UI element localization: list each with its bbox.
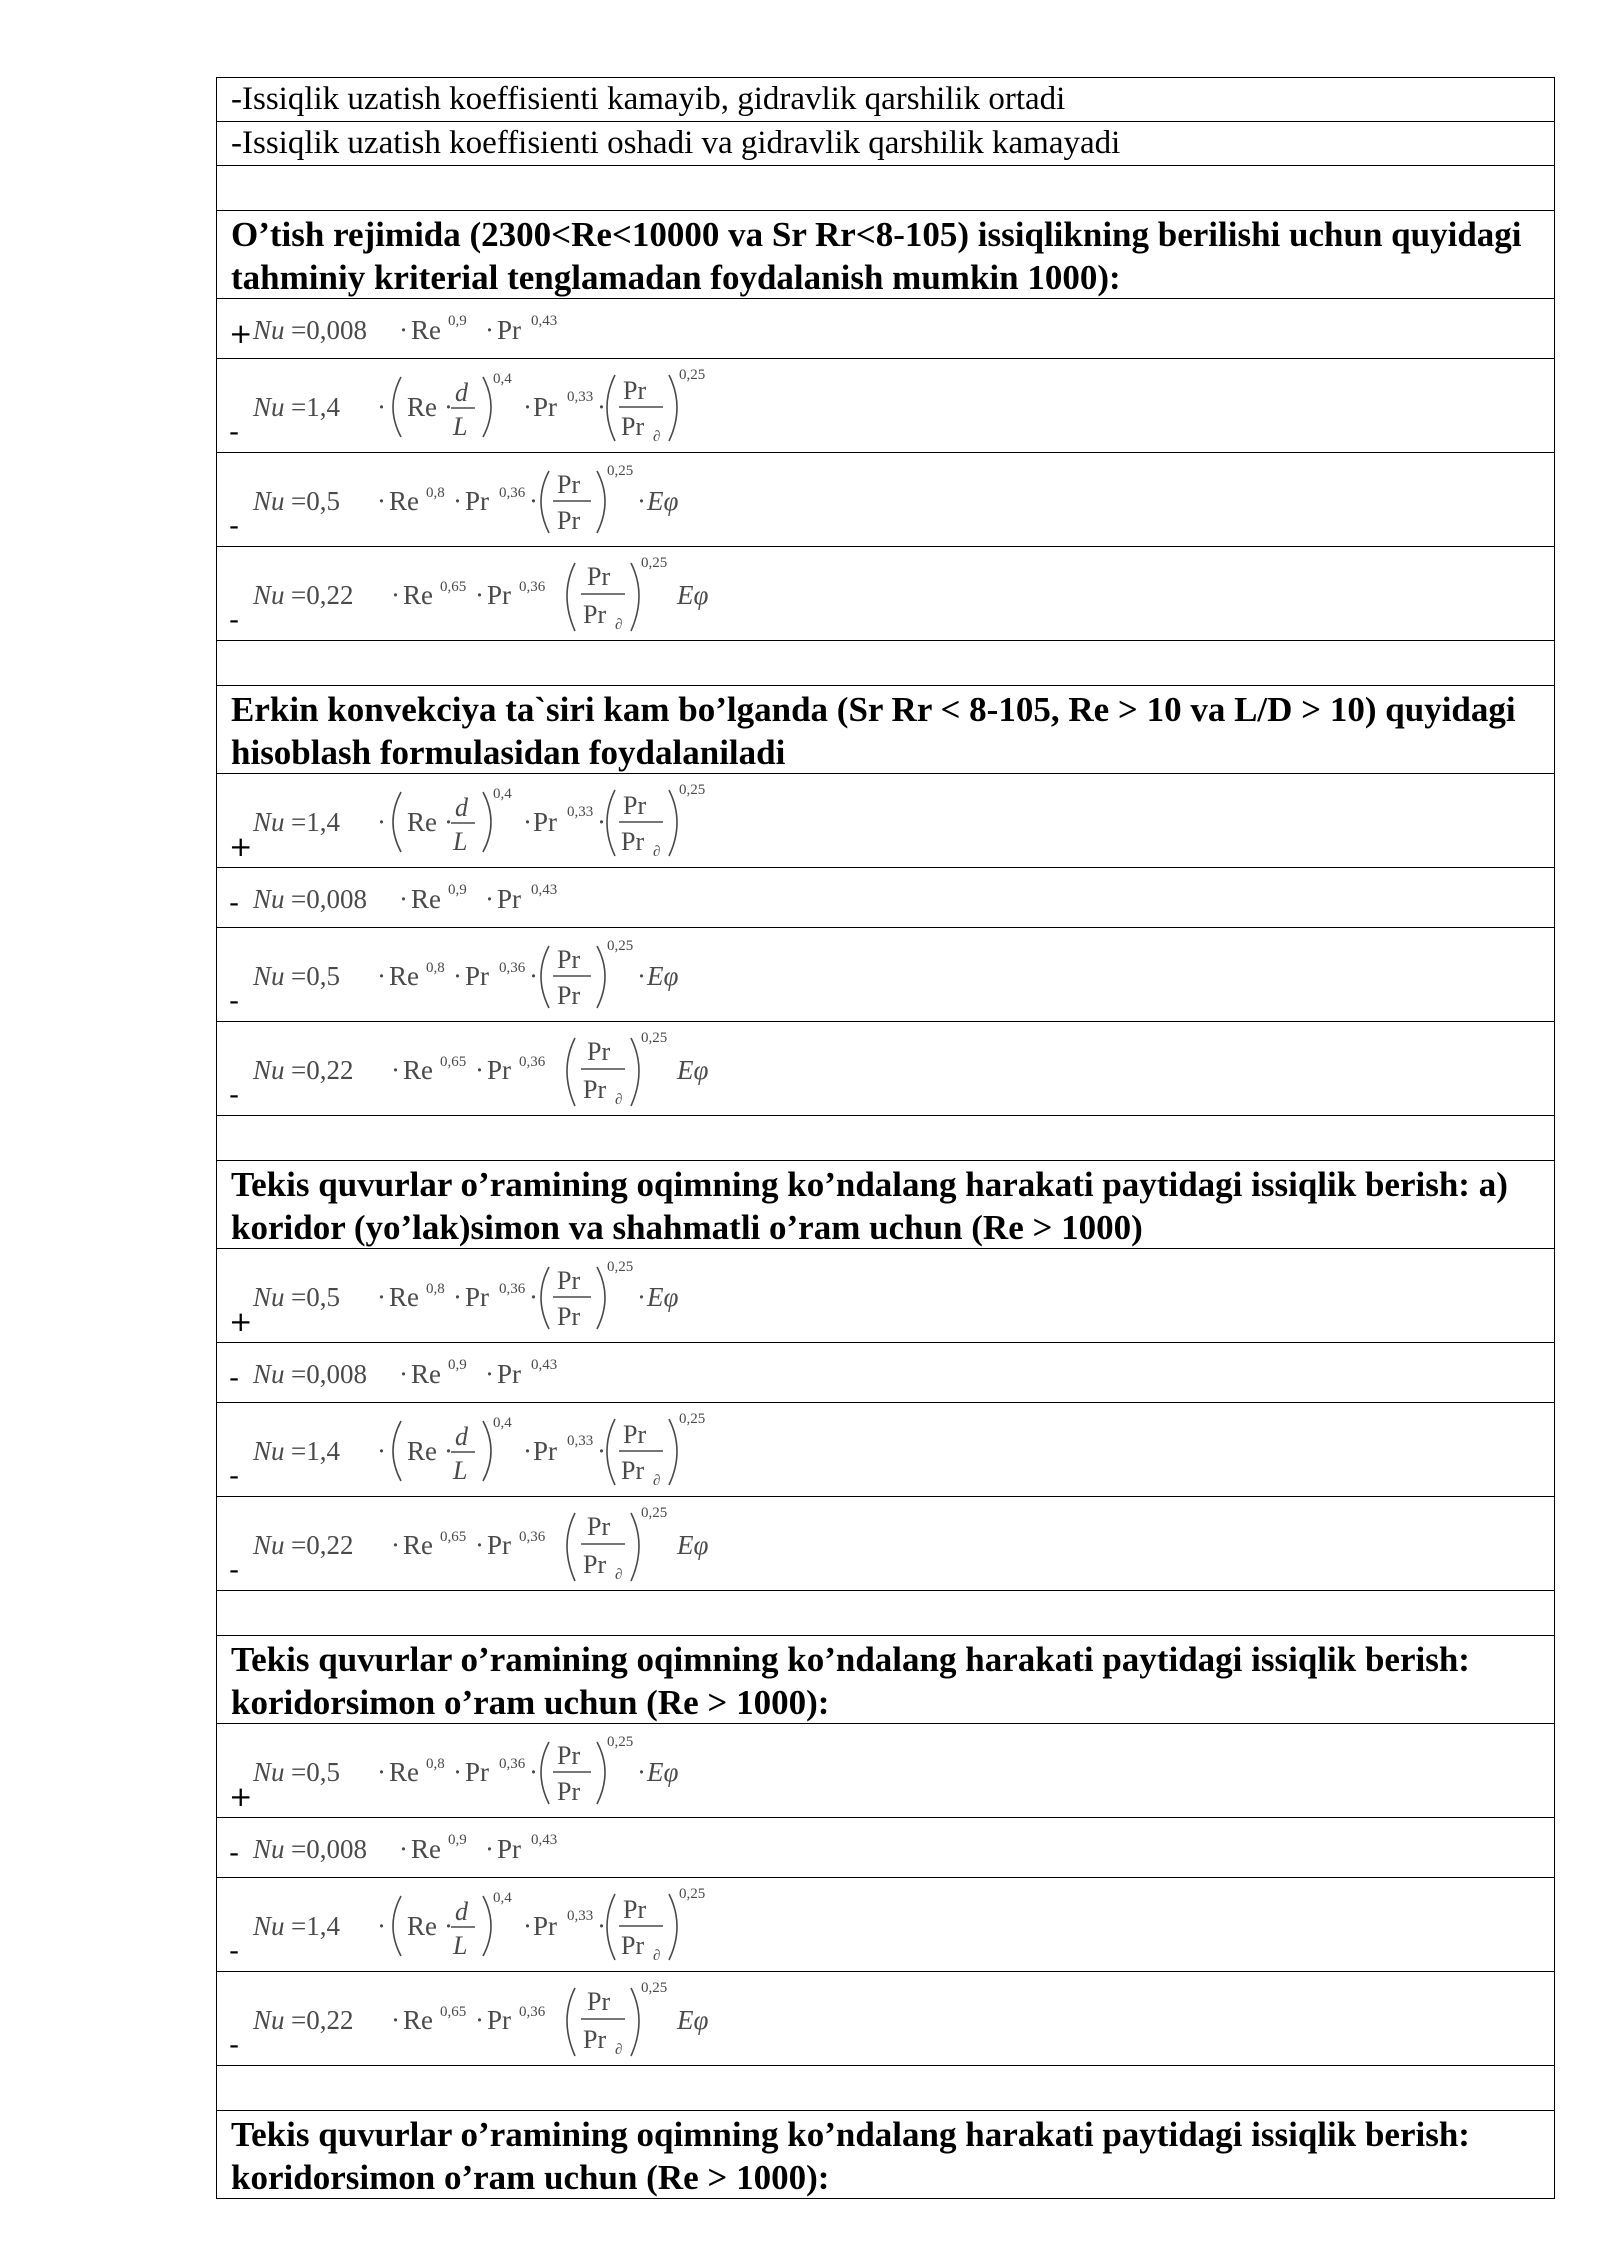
left-paren: [567, 1988, 575, 2056]
re-symbol: Re: [389, 1757, 419, 1787]
e-phi-term: Eφ: [677, 1530, 709, 1560]
equals-coefficient: =0,008: [291, 1834, 367, 1864]
dot-operator: ·: [485, 884, 494, 914]
dot-operator: ·: [475, 1530, 484, 1560]
pr-exponent: 0,36: [519, 1054, 546, 1070]
ratio-numerator: Pr: [623, 1895, 647, 1924]
dot-operator: ·: [475, 1055, 484, 1085]
dot-operator: ·: [475, 580, 484, 610]
formula-nu-0008: [253, 1351, 673, 1391]
fraction-denominator: L: [453, 827, 468, 856]
left-paren: [393, 792, 401, 852]
pr-exponent: 0,33: [567, 389, 594, 405]
answer-option-nu-022[interactable]: [216, 547, 1555, 641]
ratio-exponent: 0,25: [607, 1259, 634, 1275]
question-text: Tekis quvurlar o’ramining oqimning ko’ndalang harakati paytidagi issiqlik berish: koridorsimon o’ram uchun (Re > 1000):: [216, 2111, 1555, 2199]
ratio-subscript: ∂: [615, 617, 623, 633]
answer-option-nu-14[interactable]: [216, 774, 1555, 868]
pr-symbol: Pr: [465, 961, 490, 991]
pr-symbol: Pr: [497, 315, 522, 345]
e-phi-term: Eφ: [677, 2005, 709, 2035]
formula-nu-0008: [253, 1826, 673, 1866]
question-text: Erkin konvekciya ta`siri kam bo’lganda (Sr Rr < 8-105, Re > 10 va L/D > 10) quyidagi hisoblash formulasidan foydalaniladi: [216, 686, 1555, 774]
re-exponent: 0,8: [426, 1281, 445, 1297]
ratio-numerator: Pr: [557, 470, 581, 499]
dot-operator: ·: [529, 1282, 538, 1312]
pr-exponent: 0,33: [567, 804, 594, 820]
ratio-exponent: 0,25: [641, 1505, 668, 1521]
ratio-denominator: Pr: [583, 600, 607, 629]
re-exponent: 0,65: [440, 2004, 467, 2020]
pr-exponent: 0,36: [519, 2004, 546, 2020]
ratio-exponent: 0,25: [679, 1411, 706, 1427]
ratio-numerator: Pr: [623, 376, 647, 405]
equals-coefficient: =0,22: [291, 2005, 354, 2035]
pr-symbol: Pr: [465, 486, 490, 516]
dot-operator: ·: [523, 1911, 532, 1941]
dot-operator: ·: [444, 1436, 453, 1466]
re-symbol: Re: [403, 1530, 433, 1560]
e-phi-term: Eφ: [647, 1757, 679, 1787]
dot-operator: ·: [377, 1436, 386, 1466]
ratio-exponent: 0,25: [679, 1886, 706, 1902]
spacer-row: [216, 641, 1555, 686]
formula-nu-14: [253, 1882, 773, 1968]
ratio-subscript: ∂: [615, 1092, 623, 1108]
re-exponent: 0,9: [448, 1357, 467, 1373]
ratio-denominator: Pr: [557, 1302, 581, 1331]
dot-operator: ·: [597, 807, 606, 837]
fraction-numerator: d: [455, 793, 468, 822]
pr-symbol: Pr: [465, 1282, 490, 1312]
ratio-numerator: Pr: [587, 562, 611, 591]
dot-operator: ·: [637, 961, 646, 991]
question-text: Tekis quvurlar o’ramining oqimning ko’ndalang harakati paytidagi issiqlik berish: koridorsimon o’ram uchun (Re > 1000):: [216, 1636, 1555, 1724]
right-paren: [631, 1038, 639, 1106]
left-paren: [541, 1267, 549, 1329]
dot-operator: ·: [399, 884, 408, 914]
answer-option-nu-14[interactable]: [216, 1403, 1555, 1497]
left-paren: [393, 1421, 401, 1481]
dot-operator: ·: [399, 315, 408, 345]
formula-nu-05: [253, 457, 773, 543]
ratio-exponent: 0,25: [679, 782, 706, 798]
equals-coefficient: =1,4: [291, 1436, 340, 1466]
ratio-numerator: Pr: [557, 1266, 581, 1295]
right-paren: [669, 375, 677, 441]
answer-option-nu-0008[interactable]: [216, 1818, 1555, 1878]
dot-operator: ·: [377, 486, 386, 516]
ratio-subscript: ∂: [615, 2042, 623, 2058]
nu-symbol: Nu: [253, 1282, 285, 1312]
pr-exponent: 0,36: [499, 1756, 526, 1772]
pr-symbol: Pr: [497, 1834, 522, 1864]
left-paren: [393, 1896, 401, 1956]
re-exponent: 0,65: [440, 1529, 467, 1545]
equals-coefficient: =1,4: [291, 392, 340, 422]
dot-operator: ·: [453, 1282, 462, 1312]
nu-symbol: Nu: [253, 392, 285, 422]
re-symbol: Re: [403, 2005, 433, 2035]
ratio-subscript: ∂: [653, 429, 661, 445]
pr-symbol: Pr: [487, 580, 512, 610]
right-paren: [669, 790, 677, 856]
re-symbol: Re: [389, 961, 419, 991]
answer-option-nu-0008[interactable]: [216, 299, 1555, 359]
left-paren: [541, 471, 549, 533]
pr-symbol: Pr: [487, 2005, 512, 2035]
wrong-answer-mark: -: [229, 509, 240, 542]
dot-operator: ·: [523, 392, 532, 422]
pr-symbol: Pr: [487, 1530, 512, 1560]
wrong-answer-mark: -: [229, 886, 240, 919]
wrong-answer-mark: -: [229, 1361, 240, 1394]
nu-symbol: Nu: [253, 315, 285, 345]
e-phi-term: Eφ: [677, 580, 709, 610]
e-phi-term: Eφ: [647, 1282, 679, 1312]
question-text: Tekis quvurlar o’ramining oqimning ko’ndalang harakati paytidagi issiqlik berish: a) koridor (yo’lak)simon va shahmatli o’ram uchun (Re > 1000): [216, 1161, 1555, 1249]
left-paren: [541, 1742, 549, 1804]
dot-operator: ·: [391, 1530, 400, 1560]
fraction-denominator: L: [453, 1456, 468, 1485]
dot-operator: ·: [597, 1911, 606, 1941]
left-paren: [567, 1513, 575, 1581]
right-paren: [669, 1419, 677, 1485]
wrong-answer-mark: -: [229, 1836, 240, 1869]
wrong-answer-mark: -: [229, 2028, 240, 2061]
spacer-row: [216, 1591, 1555, 1636]
ratio-numerator: Pr: [623, 1420, 647, 1449]
formula-nu-05: [253, 1253, 773, 1339]
dot-operator: ·: [377, 807, 386, 837]
right-paren: [597, 1742, 605, 1804]
formula-nu-022: [253, 1976, 773, 2062]
dot-operator: ·: [377, 392, 386, 422]
correct-answer-mark: +: [229, 830, 253, 863]
ratio-subscript: ∂: [653, 1473, 661, 1489]
right-paren: [597, 1267, 605, 1329]
ratio-exponent: 0,25: [607, 463, 634, 479]
dot-operator: ·: [529, 1757, 538, 1787]
dot-operator: ·: [444, 1911, 453, 1941]
formula-nu-14: [253, 363, 773, 449]
fraction-denominator: L: [453, 1931, 468, 1960]
re-exponent: 0,65: [440, 579, 467, 595]
pr-exponent: 0,36: [499, 960, 526, 976]
right-paren: [483, 377, 491, 437]
nu-symbol: Nu: [253, 807, 285, 837]
pr-exponent: 0,36: [499, 485, 526, 501]
pr-exponent: 0,33: [567, 1908, 594, 1924]
formula-nu-0008: [253, 307, 673, 347]
pr-symbol: Pr: [487, 1055, 512, 1085]
e-phi-term: Eφ: [647, 486, 679, 516]
equals-coefficient: =0,22: [291, 1530, 354, 1560]
right-paren: [597, 471, 605, 533]
right-paren: [631, 563, 639, 631]
spacer-row: [216, 166, 1555, 211]
ratio-subscript: ∂: [653, 844, 661, 860]
re-symbol: Re: [407, 1911, 437, 1941]
dot-operator: ·: [637, 486, 646, 516]
paren-exponent: 0,4: [493, 1415, 512, 1431]
equals-coefficient: =0,5: [291, 1757, 340, 1787]
answer-option-nu-0008[interactable]: [216, 868, 1555, 928]
nu-symbol: Nu: [253, 1055, 285, 1085]
pr-symbol: Pr: [497, 1359, 522, 1389]
formula-nu-14: [253, 778, 773, 864]
wrong-answer-mark: -: [229, 984, 240, 1017]
answer-option-nu-022[interactable]: [216, 1497, 1555, 1591]
pr-symbol: Pr: [533, 392, 558, 422]
dot-operator: ·: [399, 1359, 408, 1389]
ratio-numerator: Pr: [587, 1037, 611, 1066]
re-symbol: Re: [411, 315, 441, 345]
equals-coefficient: =0,5: [291, 1282, 340, 1312]
dot-operator: ·: [637, 1757, 646, 1787]
answer-option-text[interactable]: -Issiqlik uzatish koeffisienti oshadi va gidravlik qarshilik kamayadi: [216, 122, 1555, 166]
wrong-answer-mark: -: [229, 415, 240, 448]
dot-operator: ·: [399, 1834, 408, 1864]
answer-option-nu-05[interactable]: [216, 453, 1555, 547]
pr-symbol: Pr: [497, 884, 522, 914]
dot-operator: ·: [444, 392, 453, 422]
nu-symbol: Nu: [253, 1911, 285, 1941]
nu-symbol: Nu: [253, 486, 285, 516]
re-symbol: Re: [403, 580, 433, 610]
pr-exponent: 0,43: [531, 882, 558, 898]
e-phi-term: Eφ: [647, 961, 679, 991]
ratio-denominator: Pr: [621, 1931, 645, 1960]
re-exponent: 0,8: [426, 960, 445, 976]
re-symbol: Re: [403, 1055, 433, 1085]
formula-nu-05: [253, 1728, 773, 1814]
right-paren: [631, 1988, 639, 2056]
formula-nu-022: [253, 1026, 773, 1112]
right-paren: [631, 1513, 639, 1581]
question-text: O’tish rejimida (2300<Re<10000 va Sr Rr<8-105) issiqlikning berilishi uchun quyidagi tahminiy kriterial tenglamadan foydalanish mumkin 1000):: [216, 211, 1555, 299]
wrong-answer-mark: -: [229, 1459, 240, 1492]
wrong-answer-mark: -: [229, 1553, 240, 1586]
dot-operator: ·: [391, 1055, 400, 1085]
dot-operator: ·: [377, 1911, 386, 1941]
formula-nu-05: [253, 932, 773, 1018]
ratio-exponent: 0,25: [679, 367, 706, 383]
ratio-denominator: Pr: [557, 981, 581, 1010]
ratio-exponent: 0,25: [641, 1980, 668, 1996]
ratio-numerator: Pr: [587, 1512, 611, 1541]
dot-operator: ·: [475, 2005, 484, 2035]
nu-symbol: Nu: [253, 1436, 285, 1466]
equals-coefficient: =0,22: [291, 1055, 354, 1085]
equals-coefficient: =0,008: [291, 884, 367, 914]
dot-operator: ·: [529, 961, 538, 991]
nu-symbol: Nu: [253, 1757, 285, 1787]
re-symbol: Re: [407, 392, 437, 422]
ratio-denominator: Pr: [583, 1075, 607, 1104]
spacer-row: [216, 2066, 1555, 2111]
paren-exponent: 0,4: [493, 786, 512, 802]
left-paren: [607, 790, 615, 856]
equals-coefficient: =0,22: [291, 580, 354, 610]
dot-operator: ·: [377, 961, 386, 991]
pr-symbol: Pr: [533, 1911, 558, 1941]
dot-operator: ·: [377, 1757, 386, 1787]
wrong-answer-mark: -: [229, 1934, 240, 1967]
dot-operator: ·: [453, 1757, 462, 1787]
pr-exponent: 0,33: [567, 1433, 594, 1449]
formula-nu-022: [253, 551, 773, 637]
ratio-numerator: Pr: [587, 1987, 611, 2016]
answer-option-nu-05[interactable]: [216, 1724, 1555, 1818]
right-paren: [483, 1896, 491, 1956]
spacer-row: [216, 1116, 1555, 1161]
dot-operator: ·: [444, 807, 453, 837]
nu-symbol: Nu: [253, 1834, 285, 1864]
dot-operator: ·: [391, 580, 400, 610]
pr-exponent: 0,36: [499, 1281, 526, 1297]
pr-exponent: 0,43: [531, 1832, 558, 1848]
ratio-numerator: Pr: [557, 1741, 581, 1770]
answer-option-nu-022[interactable]: [216, 1972, 1555, 2066]
re-exponent: 0,65: [440, 1054, 467, 1070]
re-exponent: 0,9: [448, 882, 467, 898]
formula-nu-022: [253, 1501, 773, 1587]
correct-answer-mark: +: [229, 1780, 253, 1813]
re-exponent: 0,8: [426, 1756, 445, 1772]
re-exponent: 0,9: [448, 1832, 467, 1848]
right-paren: [597, 946, 605, 1008]
pr-exponent: 0,36: [519, 579, 546, 595]
ratio-denominator: Pr: [557, 506, 581, 535]
re-symbol: Re: [407, 807, 437, 837]
answer-option-text[interactable]: -Issiqlik uzatish koeffisienti kamayib, gidravlik qarshilik ortadi: [216, 78, 1555, 122]
nu-symbol: Nu: [253, 2005, 285, 2035]
dot-operator: ·: [523, 807, 532, 837]
re-exponent: 0,8: [426, 485, 445, 501]
left-paren: [393, 377, 401, 437]
right-paren: [483, 1421, 491, 1481]
ratio-exponent: 0,25: [641, 1030, 668, 1046]
ratio-denominator: Pr: [621, 412, 645, 441]
dot-operator: ·: [637, 1282, 646, 1312]
correct-answer-mark: +: [229, 1305, 253, 1338]
answer-option-nu-14[interactable]: [216, 359, 1555, 453]
answer-option-nu-0008[interactable]: [216, 1343, 1555, 1403]
left-paren: [607, 1419, 615, 1485]
fraction-numerator: d: [455, 1897, 468, 1926]
dot-operator: ·: [453, 961, 462, 991]
re-symbol: Re: [411, 1834, 441, 1864]
right-paren: [483, 792, 491, 852]
ratio-exponent: 0,25: [607, 938, 634, 954]
equals-coefficient: =0,008: [291, 315, 367, 345]
ratio-numerator: Pr: [623, 791, 647, 820]
re-symbol: Re: [389, 486, 419, 516]
left-paren: [607, 375, 615, 441]
ratio-denominator: Pr: [583, 1550, 607, 1579]
pr-symbol: Pr: [533, 1436, 558, 1466]
dot-operator: ·: [391, 2005, 400, 2035]
dot-operator: ·: [529, 486, 538, 516]
formula-nu-0008: [253, 876, 673, 916]
correct-answer-mark: +: [229, 317, 253, 350]
pr-exponent: 0,43: [531, 1357, 558, 1373]
equals-coefficient: =1,4: [291, 807, 340, 837]
ratio-denominator: Pr: [621, 1456, 645, 1485]
pr-symbol: Pr: [533, 807, 558, 837]
re-exponent: 0,9: [448, 313, 467, 329]
formula-nu-14: [253, 1407, 773, 1493]
dot-operator: ·: [523, 1436, 532, 1466]
pr-symbol: Pr: [465, 1757, 490, 1787]
e-phi-term: Eφ: [677, 1055, 709, 1085]
left-paren: [607, 1894, 615, 1960]
left-paren: [567, 563, 575, 631]
pr-exponent: 0,36: [519, 1529, 546, 1545]
question-table: [216, 77, 1555, 2199]
answer-option-nu-05[interactable]: [216, 1249, 1555, 1343]
paren-exponent: 0,4: [493, 1890, 512, 1906]
re-symbol: Re: [411, 884, 441, 914]
dot-operator: ·: [597, 1436, 606, 1466]
pr-exponent: 0,43: [531, 313, 558, 329]
nu-symbol: Nu: [253, 961, 285, 991]
answer-option-nu-14[interactable]: [216, 1878, 1555, 1972]
nu-symbol: Nu: [253, 1530, 285, 1560]
fraction-numerator: d: [455, 378, 468, 407]
ratio-subscript: ∂: [653, 1948, 661, 1964]
left-paren: [567, 1038, 575, 1106]
re-symbol: Re: [411, 1359, 441, 1389]
fraction-denominator: L: [453, 412, 468, 441]
re-symbol: Re: [407, 1436, 437, 1466]
ratio-subscript: ∂: [615, 1567, 623, 1583]
ratio-exponent: 0,25: [641, 555, 668, 571]
re-symbol: Re: [389, 1282, 419, 1312]
answer-option-nu-022[interactable]: [216, 1022, 1555, 1116]
equals-coefficient: =0,5: [291, 486, 340, 516]
dot-operator: ·: [485, 1359, 494, 1389]
equals-coefficient: =0,008: [291, 1359, 367, 1389]
ratio-exponent: 0,25: [607, 1734, 634, 1750]
dot-operator: ·: [485, 315, 494, 345]
left-paren: [541, 946, 549, 1008]
dot-operator: ·: [485, 1834, 494, 1864]
dot-operator: ·: [377, 1282, 386, 1312]
equals-coefficient: =0,5: [291, 961, 340, 991]
answer-option-nu-05[interactable]: [216, 928, 1555, 1022]
wrong-answer-mark: -: [229, 603, 240, 636]
ratio-denominator: Pr: [583, 2025, 607, 2054]
fraction-numerator: d: [455, 1422, 468, 1451]
dot-operator: ·: [597, 392, 606, 422]
nu-symbol: Nu: [253, 884, 285, 914]
equals-coefficient: =1,4: [291, 1911, 340, 1941]
wrong-answer-mark: -: [229, 1078, 240, 1111]
nu-symbol: Nu: [253, 580, 285, 610]
ratio-denominator: Pr: [557, 1777, 581, 1806]
paren-exponent: 0,4: [493, 371, 512, 387]
right-paren: [669, 1894, 677, 1960]
dot-operator: ·: [453, 486, 462, 516]
nu-symbol: Nu: [253, 1359, 285, 1389]
ratio-denominator: Pr: [621, 827, 645, 856]
ratio-numerator: Pr: [557, 945, 581, 974]
